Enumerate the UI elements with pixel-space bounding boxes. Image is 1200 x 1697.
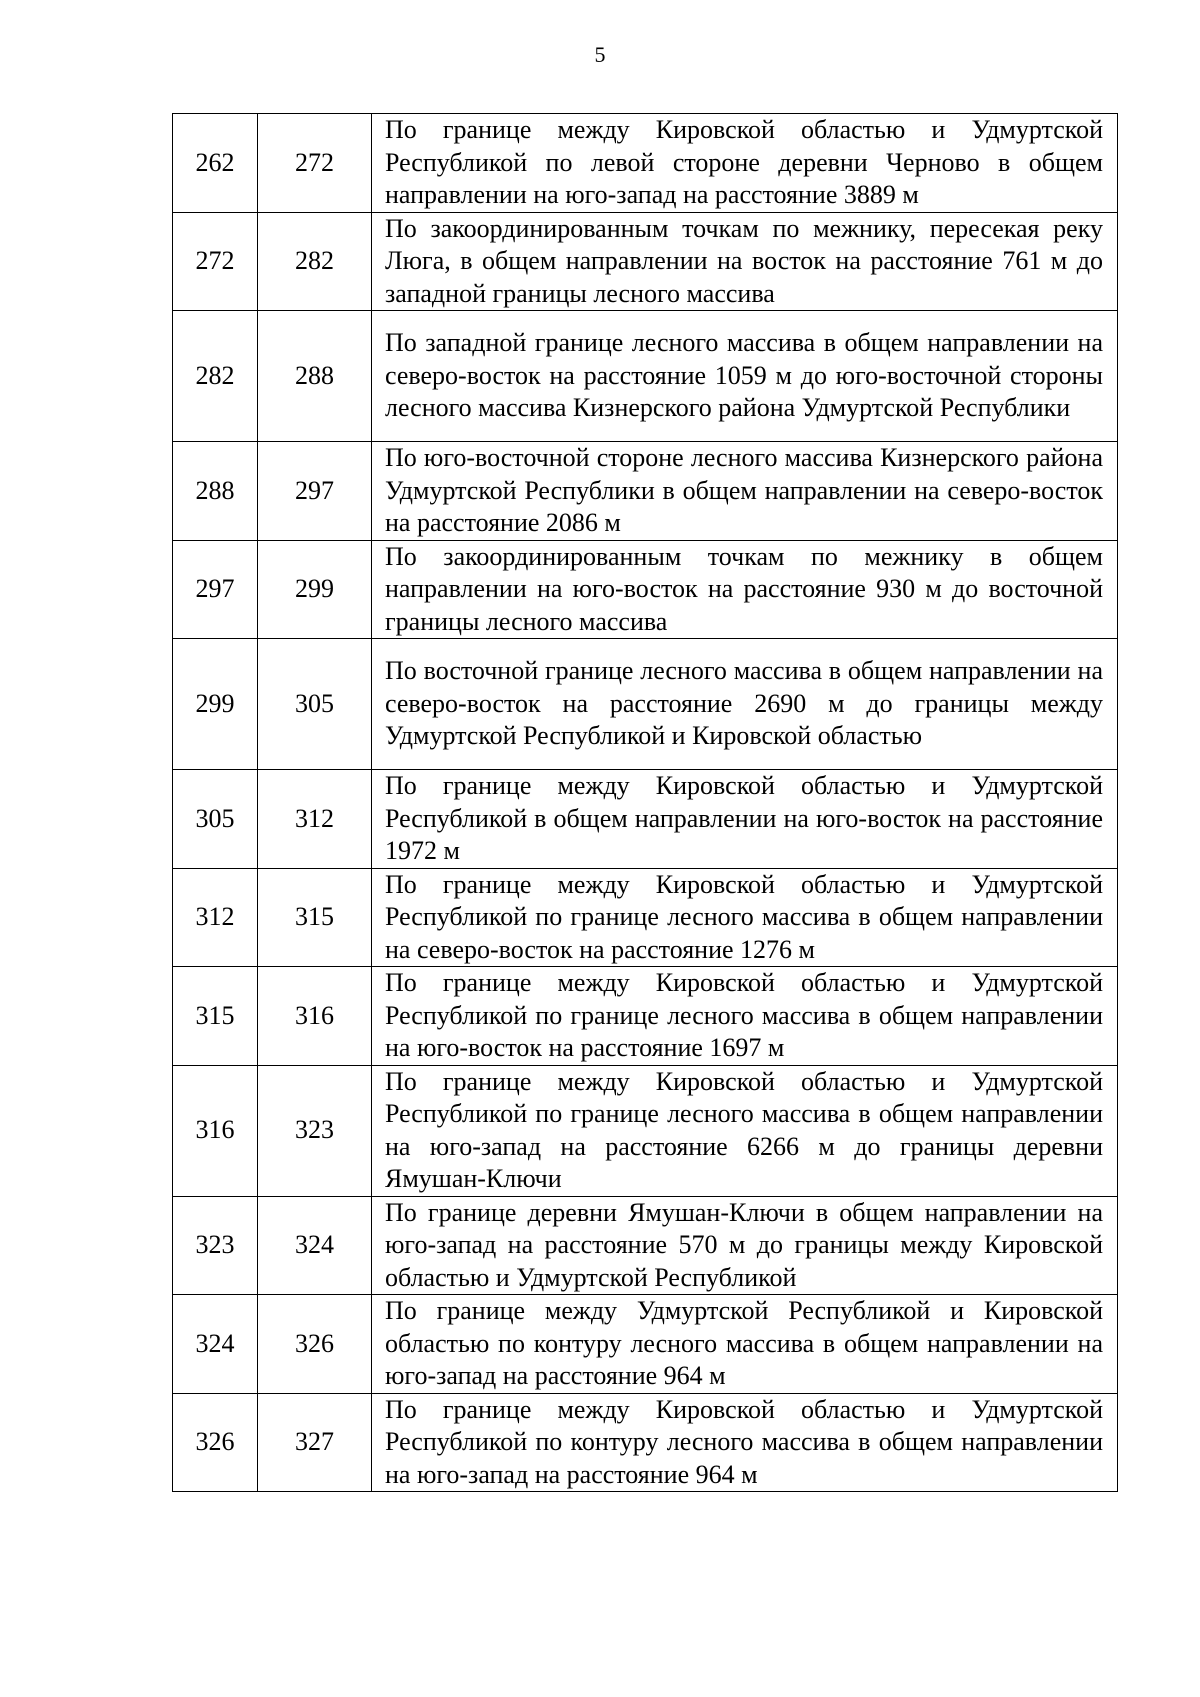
to-point-cell: 324	[258, 1196, 372, 1295]
to-point-cell: 326	[258, 1295, 372, 1394]
to-point-cell: 272	[258, 114, 372, 213]
from-point-cell: 282	[173, 311, 258, 442]
table-row	[173, 868, 1118, 967]
table-row	[173, 212, 1118, 311]
table-row	[173, 1065, 1118, 1196]
description-cell: По юго-восточной стороне лесного массива Кизнерского района Удмуртской Республики в общем направлении на северо-восток на расстояние 2086 м	[372, 442, 1118, 541]
description-cell: По границе между Кировской областью и Удмуртской Республикой по контуру лесного массива в общем направлении на юго-запад на расстояние 964 м	[372, 1393, 1118, 1492]
description-cell: По закоординированным точкам по межнику в общем направлении на юго-восток на расстояние 930 м до восточной границы лесного массива	[372, 540, 1118, 639]
from-point-cell: 316	[173, 1065, 258, 1196]
table-row	[173, 114, 1118, 213]
table-row	[173, 1393, 1118, 1492]
page-number: 5	[594, 42, 606, 67]
to-point-cell: 312	[258, 770, 372, 869]
table-row	[173, 311, 1118, 442]
from-point-cell: 262	[173, 114, 258, 213]
boundary-table	[172, 113, 1118, 1492]
description-cell: По границе между Кировской областью и Удмуртской Республикой по границе лесного массива в общем направлении на северо-восток на расстояние 1276 м	[372, 868, 1118, 967]
to-point-cell: 327	[258, 1393, 372, 1492]
from-point-cell: 315	[173, 967, 258, 1066]
table-row	[173, 540, 1118, 639]
description-cell: По границе между Удмуртской Республикой и Кировской областью по контуру лесного массива в общем направлении на юго-запад на расстояние 964 м	[372, 1295, 1118, 1394]
from-point-cell: 297	[173, 540, 258, 639]
from-point-cell: 324	[173, 1295, 258, 1394]
table-row	[173, 770, 1118, 869]
description-cell: По границе деревни Ямушан-Ключи в общем направлении на юго-запад на расстояние 570 м до границы между Кировской областью и Удмуртской Республикой	[372, 1196, 1118, 1295]
description-cell: По границе между Кировской областью и Удмуртской Республикой по границе лесного массива в общем направлении на юго-восток на расстояние 1697 м	[372, 967, 1118, 1066]
description-cell: По восточной границе лесного массива в общем направлении на северо-восток на расстояние 2690 м до границы между Удмуртской Республикой и Кировской областью	[372, 639, 1118, 770]
from-point-cell: 299	[173, 639, 258, 770]
to-point-cell: 299	[258, 540, 372, 639]
description-cell: По границе между Кировской областью и Удмуртской Республикой в общем направлении на юго-восток на расстояние 1972 м	[372, 770, 1118, 869]
table-row	[173, 639, 1118, 770]
to-point-cell: 297	[258, 442, 372, 541]
to-point-cell: 323	[258, 1065, 372, 1196]
to-point-cell: 315	[258, 868, 372, 967]
table-row	[173, 967, 1118, 1066]
table-row	[173, 1196, 1118, 1295]
description-cell: По границе между Кировской областью и Удмуртской Республикой по левой стороне деревни Черново в общем направлении на юго-запад на расстояние 3889 м	[372, 114, 1118, 213]
to-point-cell: 305	[258, 639, 372, 770]
description-cell: По закоординированным точкам по межнику, пересекая реку Люга, в общем направлении на восток на расстояние 761 м до западной границы лесного массива	[372, 212, 1118, 311]
from-point-cell: 272	[173, 212, 258, 311]
table-row	[173, 1295, 1118, 1394]
from-point-cell: 323	[173, 1196, 258, 1295]
boundary-table-body	[173, 114, 1118, 1492]
description-cell: По западной границе лесного массива в общем направлении на северо-восток на расстояние 1059 м до юго-восточной стороны лесного массива Кизнерского района Удмуртской Республики	[372, 311, 1118, 442]
to-point-cell: 282	[258, 212, 372, 311]
to-point-cell: 316	[258, 967, 372, 1066]
from-point-cell: 326	[173, 1393, 258, 1492]
from-point-cell: 312	[173, 868, 258, 967]
from-point-cell: 305	[173, 770, 258, 869]
table-row	[173, 442, 1118, 541]
description-cell: По границе между Кировской областью и Удмуртской Республикой по границе лесного массива в общем направлении на юго-запад на расстояние 6266 м до границы деревни Ямушан-Ключи	[372, 1065, 1118, 1196]
from-point-cell: 288	[173, 442, 258, 541]
to-point-cell: 288	[258, 311, 372, 442]
